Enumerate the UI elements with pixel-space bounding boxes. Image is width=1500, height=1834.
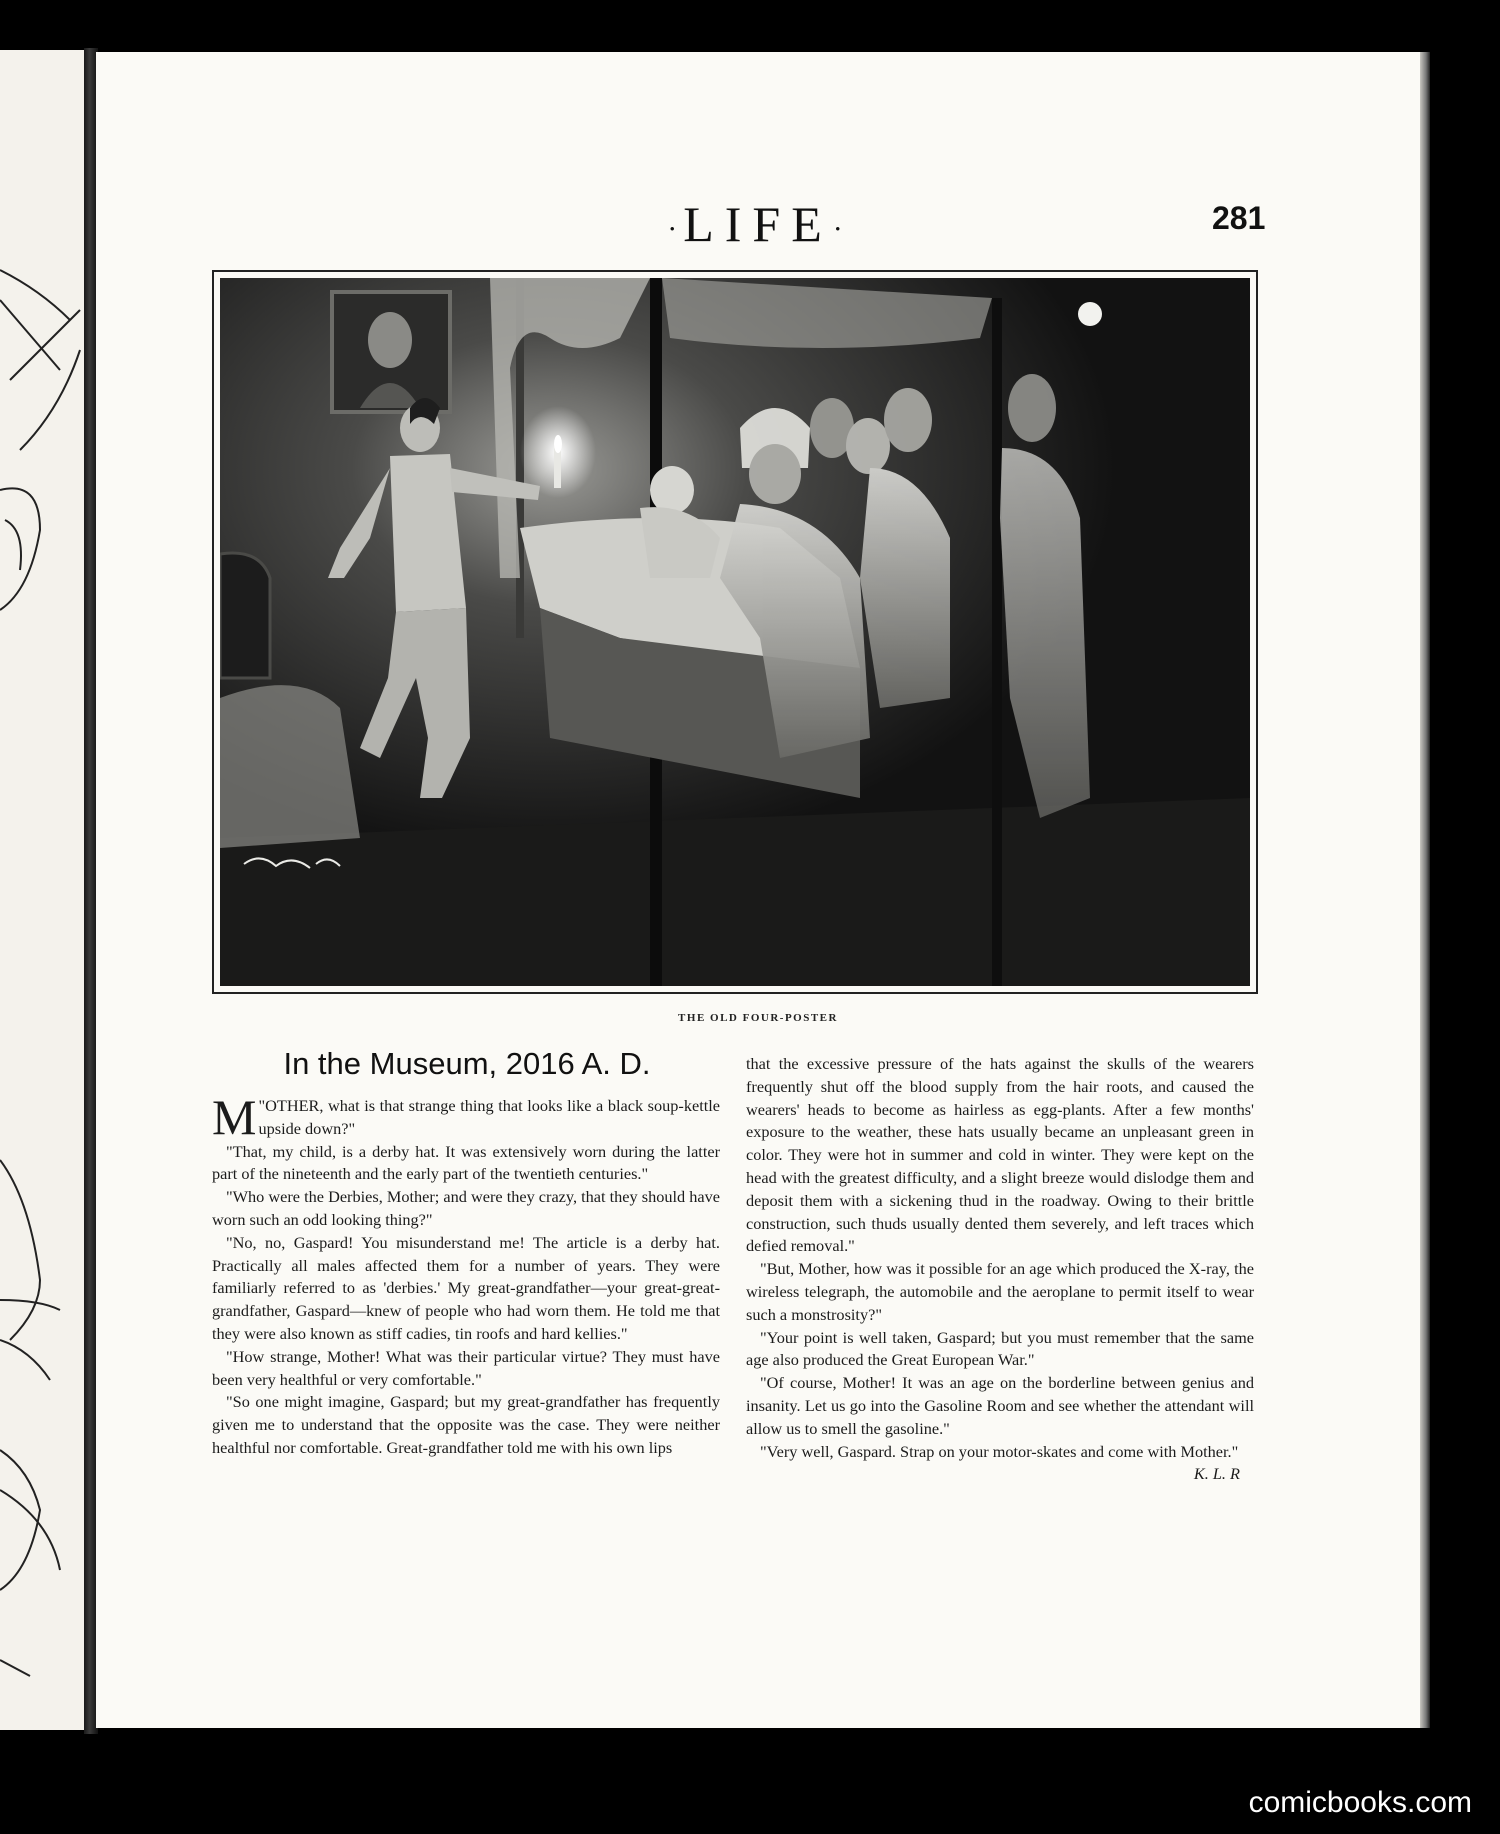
magazine-page: [96, 52, 1420, 1728]
illustration-frame: [212, 270, 1258, 994]
article-paragraph-10: "Of course, Mother! It was an age on the borderline between genius and insanity. Let us go into the Gasoline Room and see whether the attendant will allow us to smell the gasoline.": [746, 1373, 1254, 1438]
masthead-dot-right: ·: [832, 212, 849, 246]
page-number: 281: [1212, 200, 1266, 236]
bedroom-ghosts-illustration: [220, 278, 1250, 986]
article-paragraph-2: "That, my child, is a derby hat. It was extensively worn during the latter part of the nineteenth and the early part of the twentieth centuries.": [212, 1141, 720, 1184]
article-paragraph-4: "No, no, Gaspard! You misunderstand me! The article is a derby hat. Practically all males affected them for a number of years. They were familiarly referred to as 'derbies.' My great-grandfather—your great-great-grandfather, Gaspard—knew of people who had worn them. He told me that they were also known as stiff cadies, tin roofs and hard kellies.": [212, 1232, 720, 1343]
article-paragraph-5: "How strange, Mother! What was their particular virtue? They must have been very healthful or very comfortable.": [212, 1346, 720, 1389]
article-paragraph-1: [212, 1089, 720, 1145]
moon: [1078, 302, 1102, 326]
previous-page-sketch: [0, 50, 92, 1730]
article-title: In the Museum, 2016 A. D.: [283, 1046, 651, 1081]
bed-post-right: [992, 298, 1002, 986]
watermark: comicbooks.com: [1248, 1786, 1472, 1819]
article-paragraph-7: that the excessive pressure of the hats against the skulls of the wearers frequently shut off the blood supply from the hair roots, and caused the wearers' heads to become as hairless as egg-plants. After a few months' exposure to the weather, these hats usually became an unpleasant green in color. They were hot in summer and cold in winter. They were kept on the head with the greatest difficulty, and a slight breeze would dislodge them and deposit them with a sickening thud in the roadway. Owing to their brittle construction, such thuds usually dented them severely, and left traces which defied removal.": [746, 1054, 1254, 1256]
opening-quote: ": [258, 1096, 266, 1115]
article-column-left: [212, 1089, 720, 1460]
article-paragraph-8: "But, Mother, how was it possible for an age which produced the X-ray, the wireless telegraph, the automobile and the aeroplane to permit itself to wear such a monstrosity?": [746, 1259, 1254, 1324]
masthead-title: LIFE: [683, 196, 833, 252]
article-paragraph-11: [746, 1441, 1254, 1484]
paragraph-text: "Very well, Gaspard. Strap on your motor-skates and come with Mother.": [760, 1441, 1239, 1461]
page-edge: [1420, 52, 1430, 1728]
paragraph-text: OTHER, what is that strange thing that looks like a black soup-kettle upside down?": [258, 1096, 720, 1138]
article-paragraph-9: "Your point is well taken, Gaspard; but you must remember that the same age also produced the Great European War.": [746, 1327, 1254, 1370]
drop-cap: M: [212, 1089, 257, 1145]
masthead-dot-left: ·: [667, 212, 684, 246]
author-signature: K. L. R: [1193, 1464, 1240, 1484]
article-column-right: [746, 1053, 1254, 1486]
previous-page-strip: [0, 50, 92, 1730]
article-paragraph-3: "Who were the Derbies, Mother; and were they crazy, that they should have worn such an odd looking thing?": [212, 1187, 720, 1229]
article-paragraph-6: "So one might imagine, Gaspard; but my great-grandfather has frequently given me to understand that the opposite was the case. They were neither healthful nor comfortable. Great-grandfather told me with his own lips: [212, 1392, 720, 1457]
illustration-caption: THE OLD FOUR-POSTER: [678, 1012, 838, 1024]
